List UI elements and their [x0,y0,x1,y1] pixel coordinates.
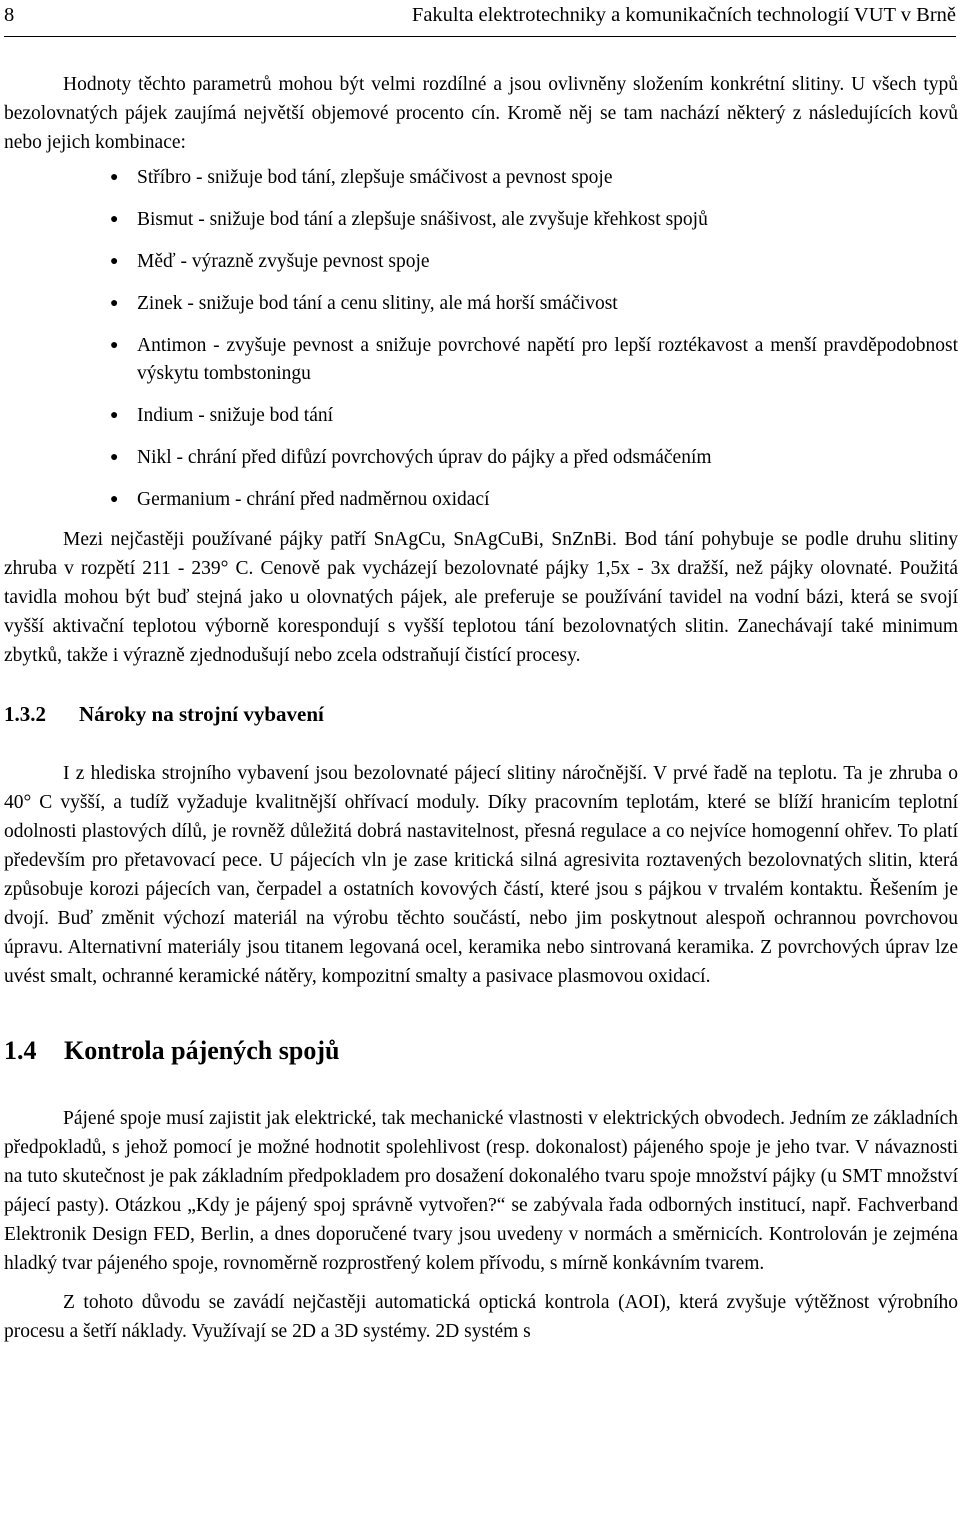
list-item [4,402,958,430]
list-item-text: Měď - výrazně zvyšuje pevnost spoje [137,251,430,272]
section-title: Kontrola pájených spojů [64,1036,340,1065]
running-title: Fakulta elektrotechniky a komunikačních technologií VUT v Brně [411,4,956,26]
alloying-metals-list [4,164,958,514]
list-item [4,486,958,514]
list-item-text: Indium - snižuje bod tání [137,405,334,426]
list-item-text: Stříbro - snižuje bod tání, zlepšuje smáčivost a pevnost spoje [137,167,613,188]
subsection-heading [4,700,958,729]
equipment-paragraph: I z hlediska strojního vybavení jsou bezolovnaté pájecí slitiny náročnější. V prvé řadě na teplotu. Ta je zhruba o 40° C vyšší, a tudíž vyžaduje kvalitnější ohřívací moduly. Díky pracovním teplotám, které se blíží hranicím teplotní odolnosti plastových dílů, je rovněž důležitá dobrá nastavitelnost, přesná regulace a co nejvíce homogenní ohřev. To platí především pro přetavovací pece. U pájecích vln je zase kritická silná agresivita roztavených bezolovnatých slitin, která způsobuje korozi pájecích van, čerpadel a ostatních kovových částí, které jsou s pájkou v trvalém kontaktu. Řešením je dvojí. Buď změnit výchozí materiál na výrobu těchto součástí, nebo jim poskytnout alespoň ochrannou povrchovou úpravu. Alternativní materiály jsou titanem legovaná ocel, keramika nebo sintrovaná keramika. Z povrchových úprav lze uvést smalt, ochranné keramické nátěry, kompozitní smalty a pasivace plasmovou oxidací. [4,763,958,987]
list-item-text: Nikl - chrání před difůzí povrchových úprav do pájky a před odsmáčením [137,447,712,468]
bullet-icon: ● [110,408,119,423]
solder-overview-paragraph: Mezi nejčastěji používané pájky patří SnAgCu, SnAgCuBi, SnZnBi. Bod tání pohybuje se podle druhu slitiny zhruba v rozpětí 211 - 239° C. Cenově pak vycházejí bezolovnaté pájky 1,5x - 3x dražší, než pájky olovnaté. Použitá tavidla mohou být buď stejná jako u olovnatých pájek, ale preferuje se používání tavidel na vodní bázi, která se svojí vyšší aktivační teplotou výborně korespondují s vyšší teplotou tání bezolovnatých slitin. Zanechávají také minimum zbytků, takže i výrazně zjednodušují nebo zcela odstraňují čistící procesy. [4,529,958,666]
bullet-icon: ● [110,254,119,269]
list-item [4,164,958,192]
list-item [4,444,958,472]
list-item-text: Bismut - snižuje bod tání a zlepšuje snášivost, ale zvyšuje křehkost spojů [137,209,708,230]
page-content [4,70,958,1346]
subsection-title: Nároky na strojní vybavení [79,702,324,726]
section-heading [4,1035,958,1067]
section-number: 1.4 [4,1036,37,1065]
list-item [4,248,958,276]
page-number: 8 [4,4,15,26]
list-item [4,290,958,318]
list-item-text: Zinek - snižuje bod tání a cenu slitiny, ale má horší smáčivost [137,293,618,314]
bullet-icon: ● [110,170,119,185]
bullet-icon: ● [110,338,119,353]
inspection-paragraph: Pájené spoje musí zajistit jak elektrické, tak mechanické vlastnosti v elektrických obvodech. Jedním ze základních předpokladů, s jehož pomocí je možné hodnotit spolehlivost (resp. dokonalost) pájeného spoje je jeho tvar. V návaznosti na tuto skutečnost je pak základním předpokladem pro dosažení dokonalého tvaru spoje množství pájky (u SMT množství pájecí pasty). Otázkou „Kdy je pájený spoj správně vytvořen?“ se zabývala řada odborných institucí, např. Fachverband Elektronik Design FED, Berlin, a dnes doporučené tvary jsou uvedeny v normách a směrnicích. Kontrolován je zejména hladký tvar pájeného spoje, rovnoměrně rozprostřený kolem přívodu, s mírně konkávním tvarem. [4,1108,958,1274]
aoi-paragraph: Z tohoto důvodu se zavádí nejčastěji automatická optická kontrola (AOI), která zvyšuje výtěžnost výrobního procesu a šetří náklady. Využívají se 2D a 3D systémy. 2D systém s [4,1292,958,1342]
subsection-number: 1.3.2 [4,702,46,726]
list-item-text: Germanium - chrání před nadměrnou oxidací [137,489,490,510]
bullet-icon: ● [110,212,119,227]
list-item [4,332,958,388]
list-item [4,206,958,234]
bullet-icon: ● [110,296,119,311]
page-header [4,4,956,37]
list-item-text: Antimon - zvyšuje pevnost a snižuje povrchové napětí pro lepší roztékavost a menší pravděpodobnost výskytu tombstoningu [137,335,958,384]
intro-paragraph: Hodnoty těchto parametrů mohou být velmi rozdílné a jsou ovlivněny složením konkrétní slitiny. U všech typů bezolovnatých pájek zaujímá největší objemové procento cín. Kromě něj se tam nachází některý z následujících kovů nebo jejich kombinace: [4,74,958,153]
bullet-icon: ● [110,492,119,507]
bullet-icon: ● [110,450,119,465]
